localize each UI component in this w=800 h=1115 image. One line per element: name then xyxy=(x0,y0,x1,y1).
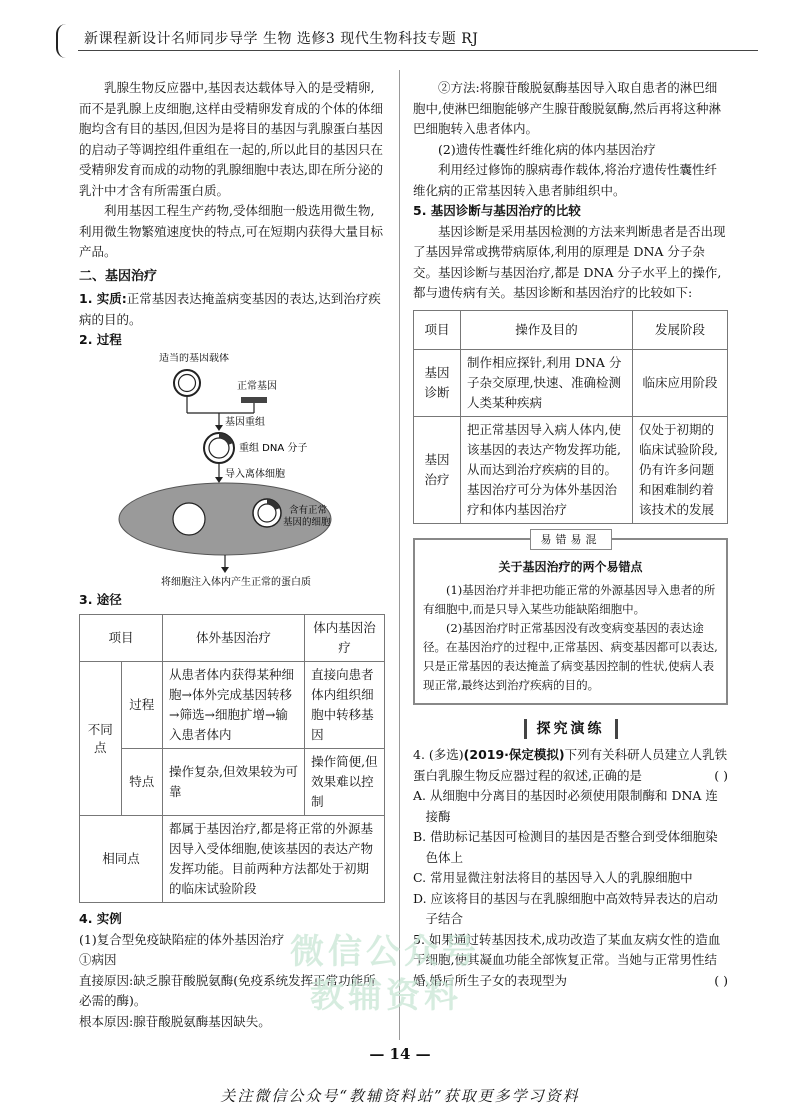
column-divider xyxy=(399,70,400,1040)
table-row xyxy=(80,615,385,662)
table-cell: 临床应用阶段 xyxy=(633,349,728,416)
table-row xyxy=(80,662,385,749)
table-header: 体内基因治疗 xyxy=(305,615,385,662)
gene-therapy-diagram xyxy=(79,353,385,588)
answer-paren: ( ) xyxy=(714,767,728,783)
vector-plasmid xyxy=(174,370,200,396)
q4-stem: 下列有关科研人员建立人乳铁蛋白乳腺生物反应器过程的叙述,正确的是 xyxy=(413,747,728,783)
q4-source: (2019·保定模拟) xyxy=(463,747,565,762)
table-cell: 从患者体内获得某种细胞→体外完成基因转移→筛选→细胞扩增→输入患者体内 xyxy=(163,662,305,749)
option-a: A. 从细胞中分离目的基因时必须使用限制酶和 DNA 连接酶 xyxy=(413,788,718,824)
table-cell: 仅处于初期的临床试验阶段,仍有许多问题和困难制约着该技术的发展 xyxy=(633,416,728,523)
explore-title: 探究演练 xyxy=(524,719,618,740)
approach-table xyxy=(79,614,385,903)
option-d: D. 应该将目的基因与在乳腺细胞中高效特异表达的启动子结合 xyxy=(413,890,719,926)
error-prone-tag: 易错易混 xyxy=(530,529,612,550)
paragraph: 乳腺生物反应器中,基因表达载体导入的是受精卵,而不是乳腺上皮细胞,这样由受精卵发育成的个体的体细胞均含有目的基因,但因为是将目的基因与乳腺蛋白基因的启动子等调控组件重组在一起的,所以此目的基因只在受精卵发育而成的动物的乳腺细胞中表达,即在所分泌的乳汁中才含有所需蛋白质。 xyxy=(79,80,383,198)
comparison-table xyxy=(413,310,728,524)
cell-label-2: 基因的细胞 xyxy=(283,516,331,528)
q4-prefix: 4. (多选) xyxy=(413,747,464,762)
table-cell: 操作简便,但效果难以控制 xyxy=(305,749,385,816)
table-cell: 都属于基因治疗,都是将正常的外源基因导入受体细胞,使该基因的表达产物发挥功能。目前两种方法都处于初期的临床试验阶段 xyxy=(163,816,385,903)
watermark xyxy=(290,930,480,1018)
table-header: 发展阶段 xyxy=(633,310,728,349)
header-title: 新课程新设计名师同步导学 生物 选修3 现代生物科技专题 RJ xyxy=(84,31,479,47)
page-footer: 关注微信公众号“教辅资料站”获取更多学习资料 xyxy=(220,1087,580,1105)
table-row xyxy=(80,816,385,903)
option-b: B. 借助标记基因可检测目的基因是否整合到受体细胞染色体上 xyxy=(413,829,718,865)
table-cell: 操作复杂,但效果较为可靠 xyxy=(163,749,305,816)
paragraph: 利用基因工程生产药物,受体细胞一般选用微生物,利用微生物繁殖速度快的特点,可在短期内获得大量目标产品。 xyxy=(79,203,383,259)
import-label: 导入离体细胞 xyxy=(225,468,285,480)
example-title: (1)复合型免疫缺陷症的体外基因治疗 xyxy=(79,931,285,947)
example-subtitle: ①病因 xyxy=(79,952,117,967)
vector-label: 适当的基因载体 xyxy=(159,352,229,364)
cell-label-1: 含有正常 xyxy=(289,504,328,516)
paragraph: (2)基因治疗时正常基因没有改变病变基因的表达途径。在基因治疗的过程中,正常基因、病变基因都可以表达,只是正常基因的表达掩盖了病变基因控制的性状,使病人表现正常,最终达到治疗疾病的目的。 xyxy=(423,620,718,692)
cell-nucleus xyxy=(173,503,205,535)
recombine-label: 基因重组 xyxy=(225,416,265,428)
table-row xyxy=(80,749,385,816)
normal-gene-label: 正常基因 xyxy=(237,380,277,392)
table-row xyxy=(414,416,728,523)
table-cell: 相同点 xyxy=(80,816,163,903)
item-2-label: 2. 过程 xyxy=(79,332,122,347)
paragraph: 根本原因:腺苷酸脱氨酶基因缺失。 xyxy=(79,1013,271,1029)
watermark-line: 教辅资料 xyxy=(310,976,462,1016)
table-cell: 把正常基因导入病人体内,使该基因的表达产物发挥功能,从而达到治疗疾病的目的。基因治疗可分为体外基因治疗和体内基因治疗 xyxy=(461,416,633,523)
error-prone-box xyxy=(413,532,728,705)
item-5-label: 5. 基因诊断与基因治疗的比较 xyxy=(413,203,581,218)
arrow-head xyxy=(215,425,223,431)
table-row xyxy=(414,310,728,349)
recomb-dna-label: 重组 DNA 分子 xyxy=(239,442,308,454)
table-header: 项目 xyxy=(414,310,461,349)
q5-stem: 5. 如果通过转基因技术,成功改造了某血友病女性的造血干细胞,使其凝血功能全部恢复正常。当她与正常男性结婚,婚后所生子女的表现型为 xyxy=(413,931,721,988)
paragraph: (1)基因治疗并非把功能正常的外源基因导入患者的所有细胞中,而是只导入某些功能缺陷细胞中。 xyxy=(423,582,716,616)
vector-plasmid-inner xyxy=(179,374,196,391)
section-title: 二、基因治疗 xyxy=(79,268,158,284)
item-label: 1. 实质: xyxy=(79,291,127,306)
result-label: 将细胞注入体内产生正常的蛋白质 xyxy=(161,576,311,588)
page-number: — 14 — xyxy=(369,1045,431,1063)
table-header: 项目 xyxy=(80,615,163,662)
header-brace xyxy=(56,24,66,58)
table-cell: 直接向患者体内组织细胞中转移基因 xyxy=(305,662,385,749)
table-header: 操作及目的 xyxy=(461,310,633,349)
table-row xyxy=(414,349,728,416)
table-cell: 不同点 xyxy=(80,662,122,816)
table-cell: 基因治疗 xyxy=(414,416,461,523)
item-3-label: 3. 途径 xyxy=(79,591,122,607)
page-header xyxy=(56,20,756,52)
explore-heading xyxy=(413,719,728,740)
answer-paren: ( ) xyxy=(714,972,728,988)
table-cell: 制作相应探针,利用 DNA 分子杂交原理,快速、准确检测人类某种疾病 xyxy=(461,349,633,416)
diagram-svg xyxy=(79,353,385,588)
table-cell: 特点 xyxy=(121,749,163,816)
paragraph: 利用经过修饰的腺病毒作载体,将治疗遗传性囊性纤维化病的正常基因转入患者肺组织中。 xyxy=(413,162,717,198)
header-rule xyxy=(78,50,758,51)
table-cell: 过程 xyxy=(121,662,163,749)
option-c: C. 常用显微注射法将目的基因导入人的乳腺细胞中 xyxy=(413,870,693,885)
right-column xyxy=(413,78,728,991)
watermark-line: 微信公众号 xyxy=(290,932,480,972)
left-column xyxy=(79,78,385,1032)
item-4-label: 4. 实例 xyxy=(79,911,122,926)
paragraph: ②方法:将腺苷酸脱氨酶基因导入取自患者的淋巴细胞中,使淋巴细胞能够产生腺苷酸脱氨酶,然后再将这种淋巴细胞转入患者体内。 xyxy=(413,80,721,136)
table-header: 体外基因治疗 xyxy=(163,615,305,662)
error-prone-title: 关于基因治疗的两个易错点 xyxy=(498,559,643,574)
table-cell: 基因诊断 xyxy=(414,349,461,416)
normal-gene-bar xyxy=(241,397,267,403)
item-text: 正常基因表达掩盖病变基因的表达,达到治疗疾病的目的。 xyxy=(79,291,381,327)
arrow-head xyxy=(221,567,229,573)
arrow-head xyxy=(215,477,223,483)
question-4 xyxy=(413,745,728,786)
paragraph: 直接原因:缺乏腺苷酸脱氨酶(免疫系统发挥正常功能所必需的酶)。 xyxy=(79,972,376,1008)
paragraph: 基因诊断是采用基因检测的方法来判断患者是否出现了基因异常或携带病原体,利用的原理是 DNA 分子杂交。基因诊断与基因治疗,都是 DNA 分子水平上的操作,都与遗传病有关。基因诊断和基因治疗的比较如下: xyxy=(413,223,726,300)
item-1 xyxy=(79,289,385,330)
example-title: (2)遗传性囊性纤维化病的体内基因治疗 xyxy=(438,141,656,157)
